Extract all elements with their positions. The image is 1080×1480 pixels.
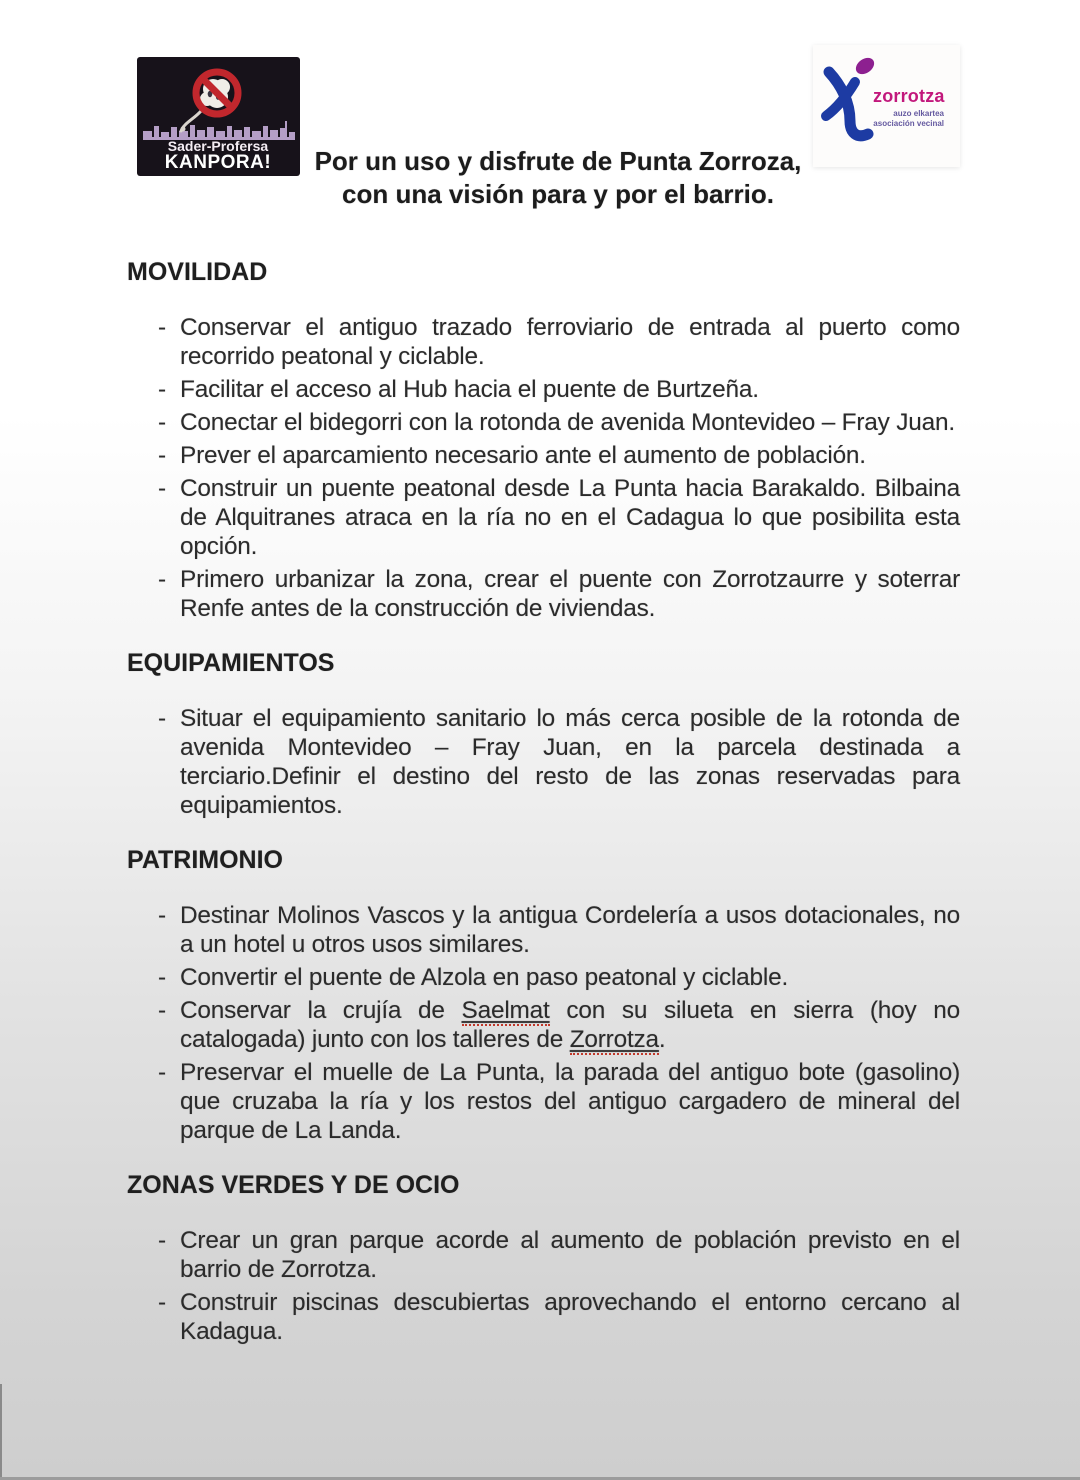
document-section bbox=[127, 258, 960, 623]
bullet-dash: - bbox=[158, 997, 167, 1024]
photo-left-edge bbox=[0, 1384, 2, 1480]
sader-profersa-kanpora-logo bbox=[137, 57, 300, 176]
bullet-dash: - bbox=[158, 705, 167, 732]
bullet-item bbox=[127, 313, 960, 371]
bullet-list bbox=[127, 1226, 960, 1346]
bullet-text: Construir piscinas descubiertas aprovechando el entorno cercano al Kadagua. bbox=[180, 1289, 960, 1345]
bullet-text: Destinar Molinos Vascos y la antigua Cordelería a usos dotacionales, no a un hotel u otros usos similares. bbox=[180, 902, 960, 958]
zorrotza-logo-graphic bbox=[813, 45, 960, 167]
zorrotza-association-logo bbox=[813, 45, 960, 167]
bullet-item bbox=[127, 901, 960, 959]
logo-subtitle-spanish: asociación vecinal bbox=[873, 119, 944, 128]
section-heading: ZONAS VERDES Y DE OCIO bbox=[127, 1171, 460, 1199]
bullet-item bbox=[127, 996, 960, 1054]
logo-org-name: Sader-Profersa bbox=[167, 138, 269, 154]
bullet-text: Conectar el bidegorri con la rotonda de avenida Montevideo – Fray Juan. bbox=[180, 409, 955, 436]
document-body bbox=[127, 258, 960, 1372]
bullet-text: Construir un puente peatonal desde La Punta hacia Barakaldo. Bilbaina de Alquitranes atraca en la ría no en el Cadagua lo que posibilita esta opción. bbox=[180, 475, 960, 560]
bullet-text: Preservar el muelle de La Punta, la parada del antiguo bote (gasolino) que cruzaba la ría y los restos del antiguo cargadero de mineral del parque de La Landa. bbox=[180, 1059, 960, 1144]
bullet-dash: - bbox=[158, 409, 167, 436]
bullet-item bbox=[127, 441, 960, 470]
document-section bbox=[127, 649, 960, 820]
title-line-2: con una visión para y por el barrio. bbox=[342, 179, 774, 209]
bullet-dash: - bbox=[158, 1289, 167, 1316]
logo-subtitle-basque: auzo elkartea bbox=[893, 109, 944, 118]
bullet-dash: - bbox=[158, 314, 167, 341]
document-section bbox=[127, 1171, 960, 1346]
bullet-item bbox=[127, 408, 960, 437]
bullet-text: Conservar el antiguo trazado ferroviario de entrada al puerto como recorrido peatonal y ciclable. bbox=[180, 314, 960, 370]
bullet-dash: - bbox=[158, 566, 167, 593]
bullet-dash: - bbox=[158, 376, 167, 403]
underlined-word: Zorrotza bbox=[569, 1026, 659, 1053]
document-title bbox=[288, 145, 828, 211]
bullet-text: Conservar la crujía de Saelmat con su silueta en sierra (hoy no catalogada) junto con los talleres de Zorrotza. bbox=[180, 997, 960, 1053]
bullet-dash: - bbox=[158, 964, 167, 991]
bullet-item bbox=[127, 704, 960, 820]
section-heading: PATRIMONIO bbox=[127, 846, 284, 874]
section-heading: EQUIPAMIENTOS bbox=[127, 649, 335, 677]
drop-icon bbox=[853, 55, 877, 78]
bullet-dash: - bbox=[158, 475, 167, 502]
underlined-word: Saelmat bbox=[461, 997, 550, 1024]
bullet-item bbox=[127, 1288, 960, 1346]
bullet-item bbox=[127, 375, 960, 404]
bullet-item bbox=[127, 963, 960, 992]
bullet-text: Facilitar el acceso al Hub hacia el puente de Burtzeña. bbox=[180, 376, 759, 403]
bullet-text: Crear un gran parque acorde al aumento de población previsto en el barrio de Zorrotza. bbox=[180, 1227, 960, 1283]
bullet-text: Situar el equipamiento sanitario lo más cerca posible de la rotonda de avenida Montevideo – Fray Juan, en la parcela destinada a terciario.Definir el destino del resto de las zonas reservadas para equipamientos. bbox=[180, 705, 960, 819]
bullet-list bbox=[127, 313, 960, 623]
kanpora-logo-graphic bbox=[137, 57, 300, 176]
section-heading: MOVILIDAD bbox=[127, 258, 268, 286]
document-section bbox=[127, 846, 960, 1145]
bullet-list bbox=[127, 704, 960, 820]
logo-brand-name: zorrotza bbox=[873, 86, 945, 106]
logo-slogan: KANPORA! bbox=[164, 152, 272, 173]
bullet-item bbox=[127, 1226, 960, 1284]
bullet-item bbox=[127, 565, 960, 623]
figure-icon bbox=[826, 55, 877, 136]
bullet-text: Convertir el puente de Alzola en paso peatonal y ciclable. bbox=[180, 964, 789, 991]
bullet-text: Primero urbanizar la zona, crear el puente con Zorrotzaurre y soterrar Renfe antes de la construcción de viviendas. bbox=[180, 566, 960, 622]
bullet-item bbox=[127, 474, 960, 561]
title-line-1: Por un uso y disfrute de Punta Zorroza, bbox=[314, 146, 802, 176]
bullet-text: Prever el aparcamiento necesario ante el aumento de población. bbox=[180, 442, 866, 469]
bullet-dash: - bbox=[158, 442, 167, 469]
bullet-list bbox=[127, 901, 960, 1145]
bullet-dash: - bbox=[158, 1059, 167, 1086]
bullet-dash: - bbox=[158, 902, 167, 929]
bullet-item bbox=[127, 1058, 960, 1145]
bullet-dash: - bbox=[158, 1227, 167, 1254]
